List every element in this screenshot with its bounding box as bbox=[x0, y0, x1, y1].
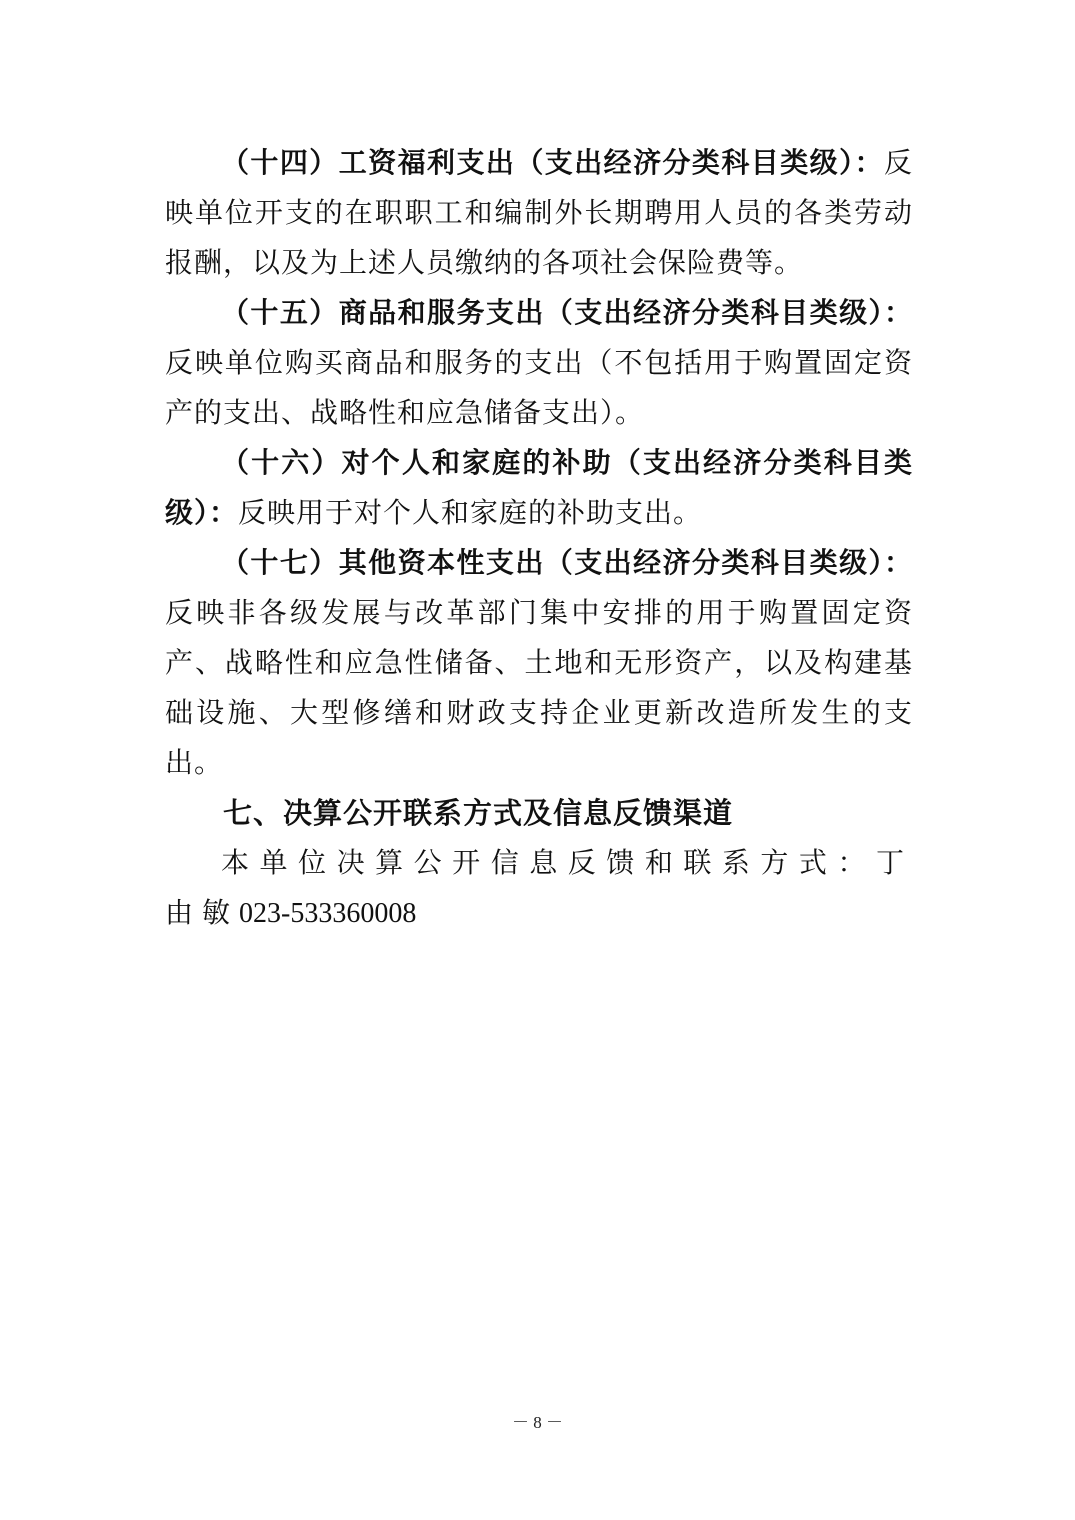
section-heading: 七、决算公开联系方式及信息反馈渠道 bbox=[223, 796, 734, 830]
paragraph-term: （十四）工资福利支出（支出经济分类科目类级）： bbox=[221, 146, 884, 179]
paragraph-text: 反映非各级发展与改革部门集中安排的用于购置固定资产、战略性和应急性储备、土地和无形资产，以及构建基础设施、大型修缮和财政支持企业更新改造所发生的支出。 bbox=[165, 596, 913, 779]
paragraph-wage-welfare bbox=[165, 138, 913, 288]
page-body bbox=[165, 138, 913, 939]
contact-text: 本单位决算公开信息反馈和联系方式：丁由敏 bbox=[165, 846, 913, 929]
paragraph-term: （十七）其他资本性支出（支出经济分类科目类级）： bbox=[221, 546, 913, 579]
paragraph-term: （十六）对个人和家庭的补助（支出经济分类科目类级）： bbox=[165, 446, 913, 529]
paragraph-text: 反映用于对个人和家庭的补助支出。 bbox=[238, 496, 703, 529]
paragraph-term: （十五）商品和服务支出（支出经济分类科目类级）： bbox=[221, 296, 913, 329]
paragraph-other-capital bbox=[165, 538, 913, 788]
contact-paragraph bbox=[165, 838, 913, 939]
paragraph-text: 反映单位购买商品和服务的支出（不包括用于购置固定资产的支出、战略性和应急储备支出）。 bbox=[165, 346, 913, 429]
paragraph-text: 反映单位开支的在职职工和编制外长期聘用人员的各类劳动报酬，以及为上述人员缴纳的各项社会保险费等。 bbox=[165, 146, 913, 279]
contact-phone: 023-533360008 bbox=[239, 898, 417, 929]
page-number: － 8 － bbox=[512, 1413, 563, 1432]
paragraph-household-subsidy bbox=[165, 438, 913, 538]
paragraph-goods-services bbox=[165, 288, 913, 438]
